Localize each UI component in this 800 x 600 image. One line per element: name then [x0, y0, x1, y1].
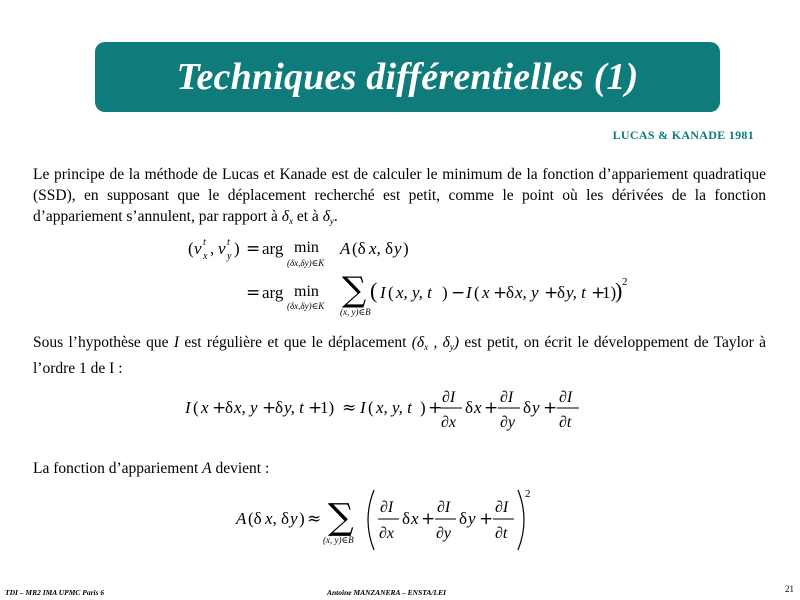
svg-text:∂y: ∂y: [500, 414, 516, 431]
svg-text:): ): [299, 509, 305, 528]
paragraph-principle: Le principe de la méthode de Lucas et Kanade est de calculer le minimum de la fonction d’appariement quadratique (SSD), en supposant que le déplacement recherché est petit, comme le point où les dérivées de la fonction d’appariement s’annulent, par rapport à $\delta_x$ et à $\delta_y$.: [33, 166, 766, 226]
svg-text:A: A: [340, 239, 351, 258]
svg-text:∑: ∑: [328, 497, 354, 538]
svg-text:∂x: ∂x: [441, 414, 457, 431]
svg-text:∂I: ∂I: [380, 499, 394, 516]
svg-text:+: +: [493, 283, 508, 303]
svg-text:∂I: ∂I: [500, 389, 514, 406]
svg-text:arg: arg: [262, 283, 284, 302]
svg-text:I: I: [466, 283, 472, 302]
svg-text:∂I: ∂I: [495, 499, 509, 516]
page-number: 21: [785, 584, 794, 594]
svg-text:∑: ∑: [342, 270, 367, 310]
svg-text:y, t: y, t: [566, 283, 586, 302]
svg-text:+: +: [544, 283, 559, 303]
svg-text:+: +: [421, 509, 436, 529]
svg-text:=: =: [246, 239, 261, 259]
footer-author: Antoine MANZANERA – ENSTA/LEI: [327, 588, 446, 597]
svg-text:): ): [442, 283, 448, 302]
svg-text:(: (: [370, 278, 378, 303]
svg-text:x: x: [411, 509, 419, 528]
svg-text:I: I: [185, 398, 191, 417]
svg-text:∂I: ∂I: [559, 389, 573, 406]
svg-text:(δ: (δ: [248, 509, 262, 528]
svg-text:+: +: [212, 398, 227, 418]
svg-text:(δx,δy)∈K: (δx,δy)∈K: [287, 301, 325, 311]
svg-text:+: +: [308, 398, 323, 418]
svg-text:∂t: ∂t: [559, 414, 572, 431]
svg-text:δ: δ: [275, 398, 284, 417]
svg-text:x, y, t: x, y, t: [376, 398, 412, 417]
svg-text:(δx,δy)∈K: (δx,δy)∈K: [287, 258, 325, 268]
paragraph-matching: La fonction d’appariement A devient :: [33, 460, 270, 477]
svg-text:x, y, t: x, y, t: [396, 283, 432, 302]
svg-text:y, t: y, t: [284, 398, 304, 417]
svg-text:A: A: [236, 509, 247, 528]
svg-text:v: v: [194, 239, 202, 258]
svg-text:x: x: [474, 398, 482, 417]
svg-text:(x, y)∈B: (x, y)∈B: [340, 307, 371, 317]
svg-text:x, y: x, y: [234, 398, 258, 417]
svg-text:δ: δ: [385, 239, 394, 258]
reference-label: LUCAS & KANADE 1981: [612, 128, 754, 142]
svg-text:≈: ≈: [342, 398, 357, 418]
svg-text:∂I: ∂I: [437, 499, 451, 516]
svg-text:+: +: [543, 398, 558, 418]
svg-text:∂I: ∂I: [442, 389, 456, 406]
paragraph-principle-text: Le principe de la méthode de Lucas et Kanade est de calculer le minimum de la fonction d’appariement quadratique (SSD), en supposant que le déplacement recherché est petit, comme le point où les dérivées de la fonction d’appariement s’annulent, par rapport à: [33, 166, 766, 225]
svg-text:∂t: ∂t: [495, 525, 508, 542]
svg-text:): ): [420, 398, 426, 417]
svg-text:δ: δ: [459, 509, 468, 528]
svg-text:x,: x,: [265, 509, 277, 528]
svg-text:−: −: [451, 283, 466, 303]
svg-text:x: x: [203, 251, 208, 262]
svg-text:2: 2: [525, 488, 531, 500]
svg-text:(δ: (δ: [352, 239, 366, 258]
svg-text:y: y: [532, 398, 540, 417]
svg-text:(: (: [368, 398, 374, 417]
svg-text:I: I: [380, 283, 386, 302]
svg-text:(x, y)∈B: (x, y)∈B: [323, 535, 354, 545]
svg-text:δ: δ: [225, 398, 234, 417]
displacement-symbol: ($\delta_x$ , $\delta_y$): [411, 334, 460, 352]
paragraph-principle-and: et à: [296, 208, 319, 225]
paragraph-hypothesis: Sous l’hypothèse que I est régulière et que le déplacement ($\delta_x$ , $\delta_y$) est petit, on écrit le développement de Taylor à l’ordre 1 de I :: [33, 334, 767, 377]
svg-text:): ): [615, 278, 623, 303]
svg-text:2: 2: [622, 276, 628, 288]
svg-text:δ: δ: [506, 283, 515, 302]
svg-text:I: I: [360, 398, 366, 417]
svg-text:x,: x,: [369, 239, 381, 258]
svg-text:y: y: [394, 239, 402, 258]
svg-text:t: t: [203, 237, 206, 248]
svg-text:(: (: [188, 239, 194, 258]
svg-text:+: +: [262, 398, 277, 418]
svg-text:(: (: [388, 283, 394, 302]
svg-text:t: t: [227, 237, 230, 248]
svg-text:(: (: [474, 283, 480, 302]
svg-text:,: ,: [210, 239, 215, 258]
svg-text:δ: δ: [402, 509, 411, 528]
svg-text:v: v: [218, 239, 226, 258]
svg-text:): ): [234, 239, 240, 258]
svg-text:1): 1): [602, 283, 617, 302]
svg-text:y: y: [290, 509, 298, 528]
svg-text:+: +: [428, 398, 443, 418]
svg-text:+: +: [591, 283, 606, 303]
svg-text:min: min: [294, 283, 319, 300]
svg-text:∂x: ∂x: [379, 525, 395, 542]
svg-text:): ): [403, 239, 409, 258]
svg-text:1): 1): [320, 398, 335, 417]
svg-text:δ: δ: [465, 398, 474, 417]
slide-title: Techniques différentielles (1): [176, 56, 639, 98]
svg-text:δ: δ: [557, 283, 566, 302]
svg-text:∂y: ∂y: [436, 525, 452, 542]
delta-y-symbol: $\delta_y$: [322, 208, 334, 226]
svg-text:=: =: [246, 283, 261, 303]
footer-course: TDI – MR2 IMA UPMC Paris 6: [5, 588, 105, 597]
delta-x-symbol: $\delta_x$: [281, 208, 293, 226]
svg-text:y: y: [227, 251, 232, 262]
svg-text:y: y: [468, 509, 476, 528]
svg-text:min: min: [294, 239, 319, 256]
svg-text:arg: arg: [262, 239, 284, 258]
svg-text:≈: ≈: [307, 509, 322, 529]
svg-text:x: x: [482, 283, 490, 302]
svg-text:+: +: [484, 398, 499, 418]
svg-text:x: x: [201, 398, 209, 417]
svg-text:(: (: [193, 398, 199, 417]
svg-text:+: +: [479, 509, 494, 529]
svg-text:δ: δ: [523, 398, 532, 417]
svg-text:δ: δ: [281, 509, 290, 528]
svg-text:x, y: x, y: [515, 283, 539, 302]
